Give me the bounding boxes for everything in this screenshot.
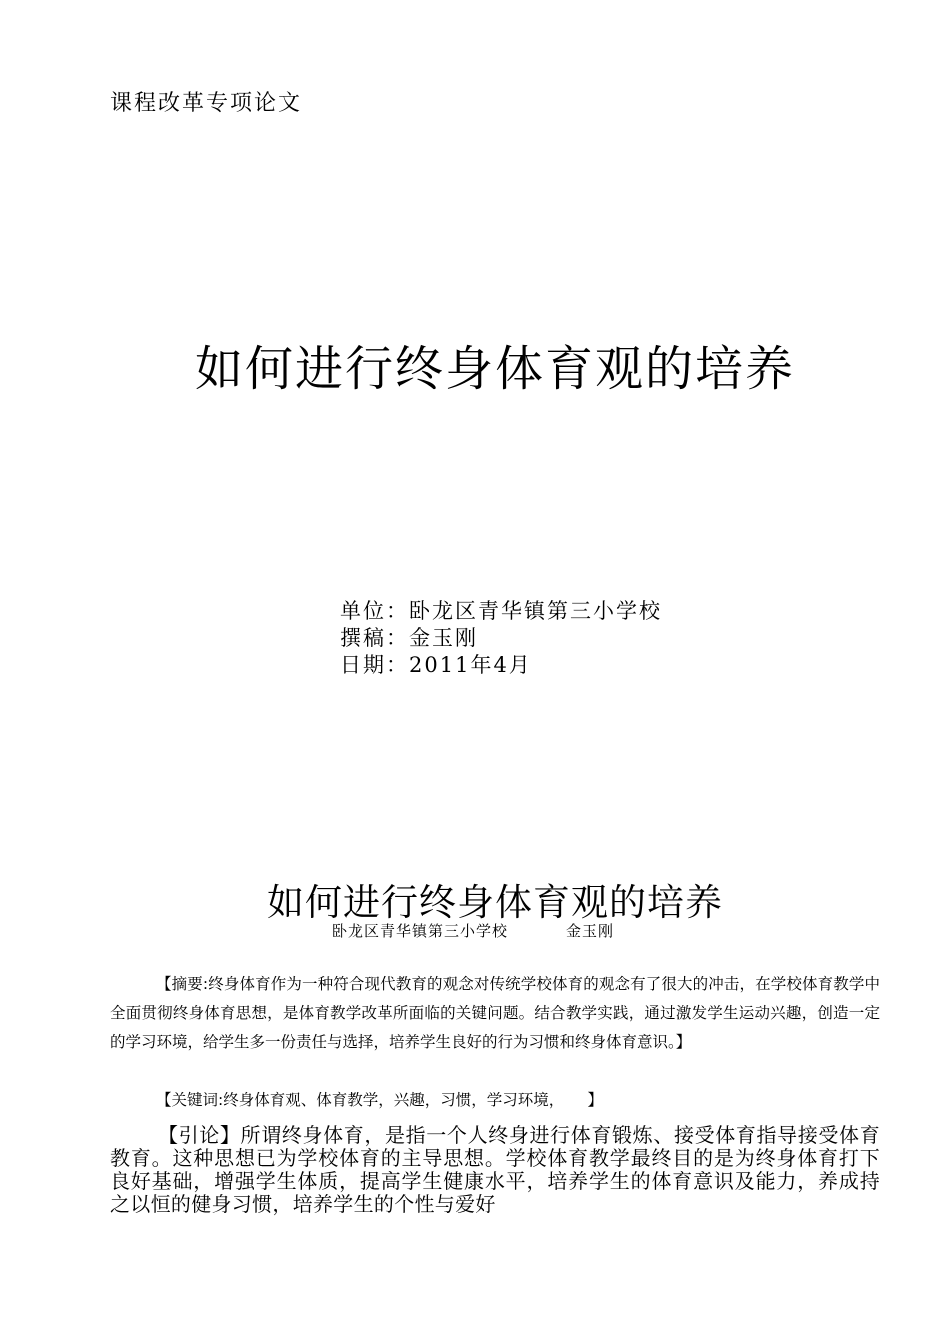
meta-label-unit: 单位： (340, 599, 409, 623)
course-label: 课程改革专项论文 (110, 91, 303, 116)
cover-title: 如何进行终身体育观的培养 (194, 341, 795, 397)
abstract-paragraph: 【摘要:终身体育作为一种符合现代教育的观念对传统学校体育的观念有了很大的冲击，在学校体育教学中全面贯彻终身体育思想，是体育教学改革所面临的关键问题。结合教学实践，通过激发学生运动兴趣，创造一定的学习环境，给学生多一份责任与选择，培养学生良好的行为习惯和终身体育意识。】 (110, 975, 880, 1051)
meta-row-date (340, 652, 662, 679)
meta-value-date: 2011年4月 (409, 653, 532, 677)
intro-paragraph: 【引论】所谓终身体育，是指一个人终身进行体育锻炼、接受体育指导接受体育教育。这种思想已为学校体育的主导思想。学校体育教学最终目的是为终身体育打下良好基础，增强学生体质，提高学生健康水平，培养学生的体育意识及能力，养成持之以恒的健身习惯，培养学生的个性与爱好 (110, 1123, 880, 1216)
byline-author: 金玉刚 (566, 922, 615, 940)
article-byline (332, 920, 614, 941)
article-title: 如何进行终身体育观的培养 (267, 881, 723, 924)
meta-label-author: 撰稿： (340, 626, 409, 650)
cover-meta-block (340, 598, 662, 679)
meta-row-unit (340, 598, 662, 625)
keywords-line: 【关键词:终身体育观、体育教学，兴趣，习惯，学习环境， 】 (156, 1091, 603, 1109)
meta-value-author: 金玉刚 (409, 626, 478, 650)
meta-value-unit: 卧龙区青华镇第三小学校 (409, 599, 662, 623)
meta-label-date: 日期： (340, 653, 409, 677)
byline-school: 卧龙区青华镇第三小学校 (332, 922, 509, 940)
meta-row-author (340, 625, 662, 652)
